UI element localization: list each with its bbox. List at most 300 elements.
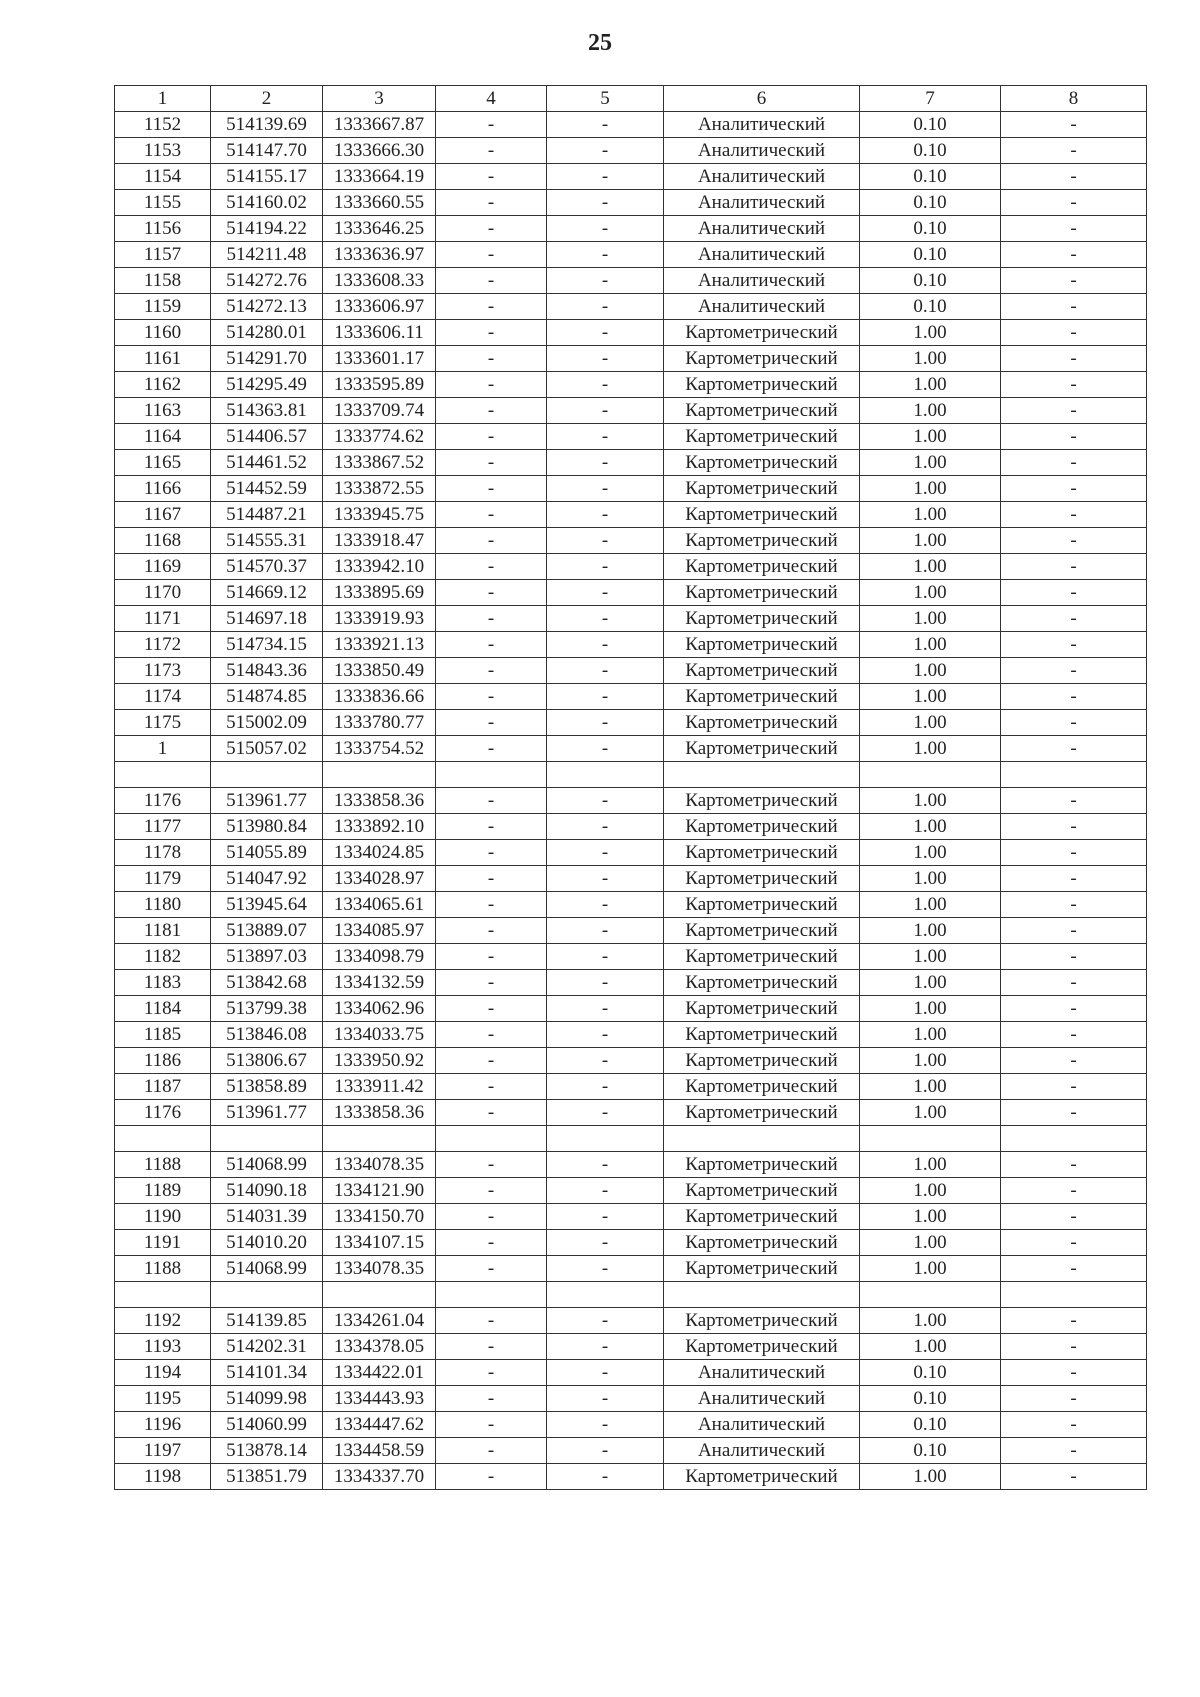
table-cell: 515057.02 — [211, 736, 323, 762]
table-cell: 1.00 — [860, 1178, 1001, 1204]
table-cell: 1172 — [115, 632, 211, 658]
table-cell: - — [436, 346, 547, 372]
table-cell: 1154 — [115, 164, 211, 190]
table-cell: 514363.81 — [211, 398, 323, 424]
table-cell: Картометрический — [664, 424, 860, 450]
table-cell — [436, 1126, 547, 1152]
table-cell: 513889.07 — [211, 918, 323, 944]
table-cell: 514010.20 — [211, 1230, 323, 1256]
table-cell: 1159 — [115, 294, 211, 320]
table-cell: 1333666.30 — [323, 138, 436, 164]
table-cell: 513961.77 — [211, 1100, 323, 1126]
table-row — [115, 944, 1147, 970]
table-cell: - — [436, 1178, 547, 1204]
table-cell: 1333942.10 — [323, 554, 436, 580]
table-row — [115, 736, 1147, 762]
table-cell: 514211.48 — [211, 242, 323, 268]
table-cell: Картометрический — [664, 398, 860, 424]
table-cell: Картометрический — [664, 866, 860, 892]
table-cell: 1.00 — [860, 424, 1001, 450]
table-cell: - — [547, 1308, 664, 1334]
table-cell: 1.00 — [860, 684, 1001, 710]
table-cell: 0.10 — [860, 1412, 1001, 1438]
table-cell: - — [547, 398, 664, 424]
table-row — [115, 1074, 1147, 1100]
table-cell: 1 — [115, 736, 211, 762]
table-cell: - — [1001, 398, 1147, 424]
table-cell: - — [547, 216, 664, 242]
table-cell: 1.00 — [860, 1334, 1001, 1360]
table-cell: 1334078.35 — [323, 1152, 436, 1178]
page-number: 25 — [588, 30, 612, 56]
table-cell: - — [547, 1464, 664, 1490]
table-cell: 1.00 — [860, 788, 1001, 814]
table-cell: 1196 — [115, 1412, 211, 1438]
table-cell: - — [436, 372, 547, 398]
table-cell — [211, 1282, 323, 1308]
table-cell: 1156 — [115, 216, 211, 242]
table-cell: - — [1001, 320, 1147, 346]
table-cell: 1.00 — [860, 1256, 1001, 1282]
table-cell — [1001, 1126, 1147, 1152]
table-row — [115, 424, 1147, 450]
table-cell: - — [547, 476, 664, 502]
table-row — [115, 1100, 1147, 1126]
table-cell: 1.00 — [860, 892, 1001, 918]
table-cell: - — [436, 606, 547, 632]
table-cell: 1176 — [115, 1100, 211, 1126]
table-cell: 1.00 — [860, 580, 1001, 606]
table-cell: 1.00 — [860, 1230, 1001, 1256]
table-cell: 514068.99 — [211, 1152, 323, 1178]
table-cell: 0.10 — [860, 268, 1001, 294]
table-cell: 1334024.85 — [323, 840, 436, 866]
table-cell: 514669.12 — [211, 580, 323, 606]
table-cell: 1.00 — [860, 554, 1001, 580]
table-cell: - — [1001, 1022, 1147, 1048]
table-cell: 1334378.05 — [323, 1334, 436, 1360]
table-cell: 514452.59 — [211, 476, 323, 502]
table-cell: 1.00 — [860, 346, 1001, 372]
table-cell: - — [436, 1152, 547, 1178]
table-cell: - — [547, 1204, 664, 1230]
table-cell: 514099.98 — [211, 1386, 323, 1412]
table-cell: Картометрический — [664, 944, 860, 970]
table-cell: - — [1001, 294, 1147, 320]
table-cell: 1185 — [115, 1022, 211, 1048]
table-cell: 514461.52 — [211, 450, 323, 476]
table-cell: Картометрический — [664, 684, 860, 710]
table-cell: - — [436, 502, 547, 528]
table-cell: - — [1001, 1074, 1147, 1100]
table-cell: - — [1001, 346, 1147, 372]
table-cell: 1175 — [115, 710, 211, 736]
table-cell: Картометрический — [664, 1334, 860, 1360]
table-cell: 514734.15 — [211, 632, 323, 658]
table-cell: 1158 — [115, 268, 211, 294]
table-cell: - — [547, 424, 664, 450]
table-row — [115, 1412, 1147, 1438]
table-cell: 1.00 — [860, 710, 1001, 736]
table-cell — [664, 1126, 860, 1152]
table-cell: 1334150.70 — [323, 1204, 436, 1230]
table-cell: 514090.18 — [211, 1178, 323, 1204]
table-cell: 1191 — [115, 1230, 211, 1256]
table-cell: - — [1001, 1048, 1147, 1074]
table-row — [115, 320, 1147, 346]
table-cell: - — [1001, 736, 1147, 762]
table-cell: 1.00 — [860, 814, 1001, 840]
table-cell: 1334085.97 — [323, 918, 436, 944]
table-cell: 0.10 — [860, 190, 1001, 216]
table-cell: - — [1001, 268, 1147, 294]
table-cell: - — [547, 1334, 664, 1360]
table-cell: 1.00 — [860, 476, 1001, 502]
table-cell: 1173 — [115, 658, 211, 684]
table-cell: 1190 — [115, 1204, 211, 1230]
table-cell: - — [1001, 866, 1147, 892]
table-cell — [547, 1126, 664, 1152]
table-cell — [211, 1126, 323, 1152]
table-cell: - — [547, 996, 664, 1022]
table-cell: - — [1001, 424, 1147, 450]
table-cell: 1.00 — [860, 1308, 1001, 1334]
table-cell: - — [436, 1334, 547, 1360]
table-cell: - — [1001, 1230, 1147, 1256]
table-cell: - — [1001, 1178, 1147, 1204]
table-row — [115, 528, 1147, 554]
table-cell: 1334062.96 — [323, 996, 436, 1022]
header-cell: 6 — [664, 86, 860, 112]
coordinates-table — [114, 85, 1147, 1490]
table-cell: 513842.68 — [211, 970, 323, 996]
table-row — [115, 1230, 1147, 1256]
table-cell: Картометрический — [664, 580, 860, 606]
header-cell: 5 — [547, 86, 664, 112]
table-cell: - — [1001, 606, 1147, 632]
table-cell: 0.10 — [860, 1360, 1001, 1386]
table-cell: - — [436, 242, 547, 268]
table-cell: 1179 — [115, 866, 211, 892]
table-cell: 1.00 — [860, 372, 1001, 398]
table-cell: Картометрический — [664, 658, 860, 684]
table-cell: 1334443.93 — [323, 1386, 436, 1412]
table-cell: Аналитический — [664, 216, 860, 242]
table-cell: - — [436, 398, 547, 424]
table-cell: 514291.70 — [211, 346, 323, 372]
table-row — [115, 398, 1147, 424]
table-cell: 1334107.15 — [323, 1230, 436, 1256]
table-cell: Картометрический — [664, 554, 860, 580]
table-cell: Картометрический — [664, 814, 860, 840]
table-cell: - — [547, 632, 664, 658]
table-cell: Картометрический — [664, 788, 860, 814]
table-cell — [115, 1282, 211, 1308]
table-cell: 514068.99 — [211, 1256, 323, 1282]
table-row — [115, 996, 1147, 1022]
table-cell: - — [1001, 216, 1147, 242]
table-cell: 1170 — [115, 580, 211, 606]
table-cell: 1192 — [115, 1308, 211, 1334]
table-cell: - — [436, 268, 547, 294]
table-cell: 1.00 — [860, 398, 1001, 424]
table-body — [115, 112, 1147, 1490]
header-cell: 4 — [436, 86, 547, 112]
table-cell — [664, 1282, 860, 1308]
table-cell: - — [547, 1256, 664, 1282]
table-cell: - — [436, 424, 547, 450]
table-cell: 514194.22 — [211, 216, 323, 242]
table-cell: 0.10 — [860, 294, 1001, 320]
table-cell: Картометрический — [664, 1308, 860, 1334]
table-cell: - — [1001, 788, 1147, 814]
table-cell: - — [436, 528, 547, 554]
table-cell: 1334337.70 — [323, 1464, 436, 1490]
table-cell: 1.00 — [860, 918, 1001, 944]
table-cell: 514280.01 — [211, 320, 323, 346]
table-cell: 1177 — [115, 814, 211, 840]
table-cell — [323, 1282, 436, 1308]
table-cell — [547, 762, 664, 788]
table-cell: - — [547, 944, 664, 970]
table-row — [115, 970, 1147, 996]
table-cell: 514555.31 — [211, 528, 323, 554]
separator-row — [115, 762, 1147, 788]
header-cell: 1 — [115, 86, 211, 112]
table-cell: - — [436, 658, 547, 684]
table-cell: 513858.89 — [211, 1074, 323, 1100]
table-cell: 513980.84 — [211, 814, 323, 840]
table-cell: 1.00 — [860, 1022, 1001, 1048]
table-cell: - — [1001, 1100, 1147, 1126]
table-cell: 514047.92 — [211, 866, 323, 892]
table-cell: - — [547, 268, 664, 294]
table-cell: 513806.67 — [211, 1048, 323, 1074]
table-cell: Картометрический — [664, 710, 860, 736]
table-cell: - — [1001, 502, 1147, 528]
table-cell: - — [547, 1022, 664, 1048]
table-cell: - — [1001, 658, 1147, 684]
table-cell: 1333608.33 — [323, 268, 436, 294]
table-cell: - — [1001, 1386, 1147, 1412]
table-cell: 514697.18 — [211, 606, 323, 632]
table-cell: - — [547, 164, 664, 190]
table-cell: 1174 — [115, 684, 211, 710]
table-cell: Картометрический — [664, 996, 860, 1022]
table-cell: 1169 — [115, 554, 211, 580]
table-cell: 1180 — [115, 892, 211, 918]
table-cell: Аналитический — [664, 1438, 860, 1464]
table-cell: - — [547, 112, 664, 138]
table-cell: 1333945.75 — [323, 502, 436, 528]
table-cell: 1333858.36 — [323, 788, 436, 814]
table-cell: - — [436, 1022, 547, 1048]
table-cell: Картометрический — [664, 632, 860, 658]
table-cell: Картометрический — [664, 1152, 860, 1178]
table-cell: 1334132.59 — [323, 970, 436, 996]
table-cell: 1.00 — [860, 996, 1001, 1022]
table-cell: - — [436, 1360, 547, 1386]
table-cell: 1.00 — [860, 1204, 1001, 1230]
table-cell: - — [436, 944, 547, 970]
table-row — [115, 1152, 1147, 1178]
table-cell: Картометрический — [664, 1022, 860, 1048]
table-cell: 513897.03 — [211, 944, 323, 970]
table-cell: - — [436, 138, 547, 164]
table-cell: 514570.37 — [211, 554, 323, 580]
table-cell: 514843.36 — [211, 658, 323, 684]
table-row — [115, 710, 1147, 736]
table-cell: 1198 — [115, 1464, 211, 1490]
table-cell: 513878.14 — [211, 1438, 323, 1464]
table-cell: - — [547, 528, 664, 554]
table-row — [115, 476, 1147, 502]
table-cell: 514272.13 — [211, 294, 323, 320]
table-cell: - — [1001, 1204, 1147, 1230]
table-cell: - — [547, 372, 664, 398]
table-cell: Картометрический — [664, 1074, 860, 1100]
table-cell: Аналитический — [664, 1412, 860, 1438]
table-cell — [323, 762, 436, 788]
table-cell: 0.10 — [860, 216, 1001, 242]
table-cell: - — [547, 1438, 664, 1464]
table-row — [115, 892, 1147, 918]
table-cell: Картометрический — [664, 528, 860, 554]
table-cell: 1334447.62 — [323, 1412, 436, 1438]
table-cell: 0.10 — [860, 1438, 1001, 1464]
table-cell: - — [436, 1048, 547, 1074]
table-cell: 1152 — [115, 112, 211, 138]
table-cell: - — [1001, 1334, 1147, 1360]
table-cell: 1183 — [115, 970, 211, 996]
table-cell: - — [1001, 970, 1147, 996]
table-cell: 1333921.13 — [323, 632, 436, 658]
table-row — [115, 1386, 1147, 1412]
table-cell: Аналитический — [664, 294, 860, 320]
table-cell: 1188 — [115, 1256, 211, 1282]
table-cell: Картометрический — [664, 1204, 860, 1230]
table-row — [115, 242, 1147, 268]
table-cell: 1333867.52 — [323, 450, 436, 476]
table-cell: 1334261.04 — [323, 1308, 436, 1334]
table-row — [115, 1256, 1147, 1282]
table-cell: - — [436, 1386, 547, 1412]
table-cell: 1184 — [115, 996, 211, 1022]
table-row — [115, 658, 1147, 684]
table-cell — [115, 1126, 211, 1152]
table-cell: 1168 — [115, 528, 211, 554]
table-row — [115, 814, 1147, 840]
table-cell: 1157 — [115, 242, 211, 268]
table-cell: Аналитический — [664, 1360, 860, 1386]
table-cell: - — [1001, 580, 1147, 606]
table-row — [115, 346, 1147, 372]
table-cell — [664, 762, 860, 788]
table-cell: - — [547, 970, 664, 996]
table-cell: 514272.76 — [211, 268, 323, 294]
table-cell: - — [1001, 840, 1147, 866]
table-cell: - — [547, 918, 664, 944]
table-row — [115, 164, 1147, 190]
table-cell: - — [1001, 242, 1147, 268]
table-cell: 514874.85 — [211, 684, 323, 710]
table-cell: - — [1001, 1256, 1147, 1282]
table-row — [115, 866, 1147, 892]
table-cell: 1186 — [115, 1048, 211, 1074]
table-row — [115, 606, 1147, 632]
table-cell: - — [547, 1152, 664, 1178]
table-cell: - — [436, 710, 547, 736]
table-cell: - — [547, 1386, 664, 1412]
table-row — [115, 1438, 1147, 1464]
table-cell: 1.00 — [860, 866, 1001, 892]
table-cell: 1.00 — [860, 450, 1001, 476]
table-cell: - — [547, 450, 664, 476]
table-cell: 513846.08 — [211, 1022, 323, 1048]
table-cell: Картометрический — [664, 1230, 860, 1256]
table-cell: 1.00 — [860, 658, 1001, 684]
table-cell: - — [547, 1360, 664, 1386]
table-cell: - — [1001, 710, 1147, 736]
table-cell: Картометрический — [664, 372, 860, 398]
table-cell: Картометрический — [664, 918, 860, 944]
table-cell: 1333950.92 — [323, 1048, 436, 1074]
table-cell: 1182 — [115, 944, 211, 970]
table-cell: Картометрический — [664, 450, 860, 476]
table-cell: Аналитический — [664, 164, 860, 190]
table-row — [115, 840, 1147, 866]
table-cell: - — [1001, 814, 1147, 840]
header-cell: 8 — [1001, 86, 1147, 112]
table-cell: - — [1001, 554, 1147, 580]
table-cell: - — [436, 164, 547, 190]
table-cell: - — [436, 1308, 547, 1334]
table-cell — [1001, 762, 1147, 788]
table-cell: Картометрический — [664, 320, 860, 346]
table-cell: - — [547, 1412, 664, 1438]
table-row — [115, 112, 1147, 138]
table-cell: 1194 — [115, 1360, 211, 1386]
table-cell: Аналитический — [664, 190, 860, 216]
table-cell: 1333709.74 — [323, 398, 436, 424]
table-cell: 1333858.36 — [323, 1100, 436, 1126]
header-cell: 7 — [860, 86, 1001, 112]
table-cell: 515002.09 — [211, 710, 323, 736]
table-cell: Картометрический — [664, 476, 860, 502]
table-cell: Картометрический — [664, 892, 860, 918]
table-cell: Картометрический — [664, 1256, 860, 1282]
table-cell: - — [436, 190, 547, 216]
table-cell: 1.00 — [860, 606, 1001, 632]
table-cell: Картометрический — [664, 1048, 860, 1074]
table-cell: 1.00 — [860, 840, 1001, 866]
table-cell: Картометрический — [664, 346, 860, 372]
table-cell: 1161 — [115, 346, 211, 372]
table-row — [115, 684, 1147, 710]
table-cell: 1.00 — [860, 1152, 1001, 1178]
table-cell — [860, 762, 1001, 788]
table-cell: - — [547, 580, 664, 606]
table-cell: 1162 — [115, 372, 211, 398]
table-cell: 1333601.17 — [323, 346, 436, 372]
table-cell: - — [1001, 684, 1147, 710]
table-row — [115, 1360, 1147, 1386]
separator-row — [115, 1126, 1147, 1152]
table-row — [115, 294, 1147, 320]
table-cell: 1178 — [115, 840, 211, 866]
table-cell — [323, 1126, 436, 1152]
table-cell: - — [547, 866, 664, 892]
